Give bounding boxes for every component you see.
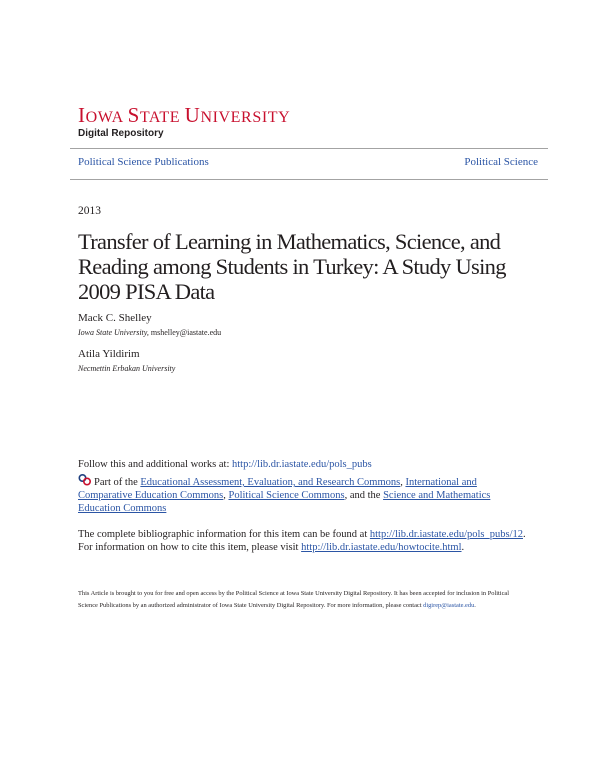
university-name: IOWA STATE UNIVERSITY xyxy=(78,103,291,127)
publication-year: 2013 xyxy=(78,205,101,217)
bibliographic-info: The complete bibliographic information for this item can be found at http://lib.dr.iastate.edu/pols_pubs/12. For information on how to cite this item, please visit http://lib.dr.iastate.edu/howtocite.html. xyxy=(78,529,526,553)
how-to-cite-link[interactable]: http://lib.dr.iastate.edu/howtocite.html xyxy=(301,542,462,553)
author-block xyxy=(78,312,221,338)
collection-url-link[interactable]: http://lib.dr.iastate.edu/pols_pubs xyxy=(232,459,372,470)
article-title: Transfer of Learning in Mathematics, Science, and Reading among Students in Turkey: A Study Using 2009 PISA Data xyxy=(78,229,506,304)
item-url-link[interactable]: http://lib.dr.iastate.edu/pols_pubs/12 xyxy=(369,529,523,540)
commons-network-icon xyxy=(78,474,92,486)
author-affiliation: Necmettin Erbakan University xyxy=(78,364,176,373)
political-science-commons-link[interactable]: Political Science Commons xyxy=(228,490,345,501)
science-math-education-commons-link[interactable]: Science and Mathematics Education Commons xyxy=(78,490,491,514)
collection-nav xyxy=(78,156,538,172)
author-name: Atila Yildirim xyxy=(78,348,140,360)
contact-email-link[interactable]: digirep@iastate.edu xyxy=(423,601,475,609)
repository-name: Digital Repository xyxy=(78,128,164,139)
author-block xyxy=(78,348,175,374)
author-affiliation: Iowa State University, mshelley@iastate.edu xyxy=(78,328,222,337)
isu-digital-repository-logo[interactable] xyxy=(78,103,291,140)
part-of-disciplines: Part of the Educational Assessment, Evaluation, and Research Commons, International and Comparative Education Commons, Political Science Commons, and the Science and Mathematics Education Commons xyxy=(78,474,528,515)
educational-assessment-commons-link[interactable]: Educational Assessment, Evaluation, and Research Commons xyxy=(140,477,401,488)
follow-line: Follow this and additional works at: http://lib.dr.iastate.edu/pols_pubs xyxy=(78,459,372,470)
author-name: Mack C. Shelley xyxy=(78,312,152,324)
department-link[interactable]: Political Science xyxy=(464,156,538,168)
international-education-commons-link[interactable]: International and Comparative Education Commons xyxy=(78,477,477,501)
access-statement: This Article is brought to you for free and open access by the Political Science at Iowa State University Digital Repository. It has been accepted for inclusion in Political Science Publications by an authorized administrator of Iowa State University Digital Repository. For more information, please contact digirep@iastate.edu. xyxy=(78,590,510,609)
publications-link[interactable]: Political Science Publications xyxy=(78,156,209,168)
nav-bottom-rule xyxy=(70,179,548,180)
nav-top-rule xyxy=(70,148,548,149)
